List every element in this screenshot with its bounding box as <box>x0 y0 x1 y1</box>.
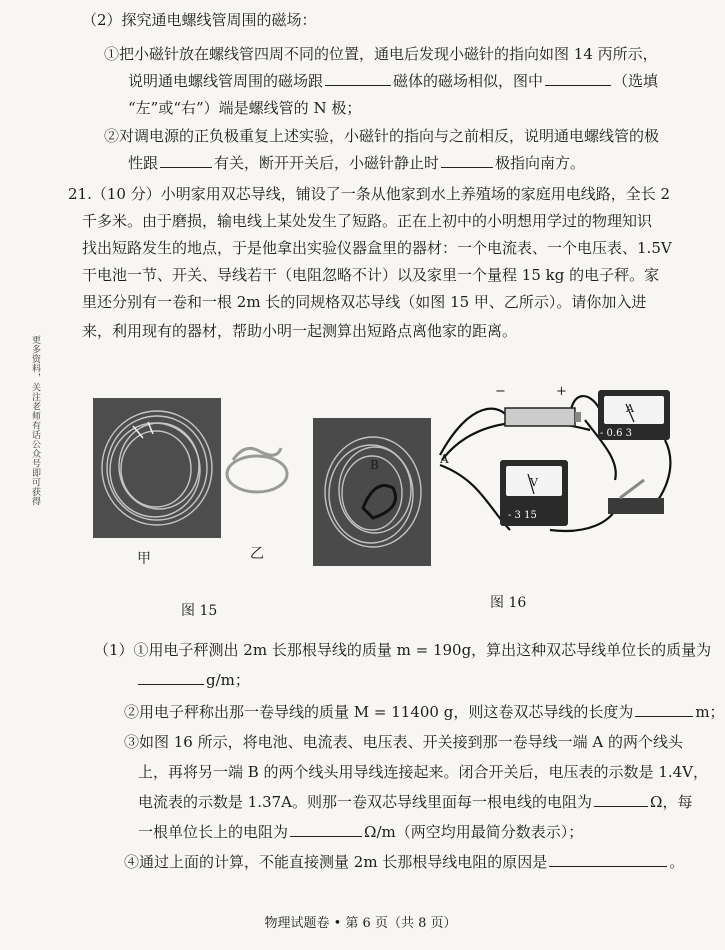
answer-blank[interactable] <box>325 71 391 86</box>
page-footer: 物理试题卷 • 第 6 页（共 8 页） <box>264 916 457 931</box>
q20-step1-text-c: （选填 <box>613 72 659 90</box>
ammeter-terminals: - 0.6 3 <box>600 428 633 439</box>
answer-blank[interactable] <box>549 852 667 867</box>
sub4-end: 。 <box>669 853 685 871</box>
q21-line2: 千多米。由于磨损，输电线上某处发生了短路。正在上初中的小明想用学过的物理知识 <box>82 212 653 230</box>
battery-negative-label: − <box>495 384 506 399</box>
sub3-unit-a: Ω，每 <box>650 793 693 811</box>
q21-line1: 21.（10 分）小明家用双芯导线，铺设了一条从他家到水上养殖场的家庭用电线路，全长 2 <box>68 185 671 203</box>
sub2-line <box>124 702 725 722</box>
q21-line6: 来，利用现有的器材，帮助小明一起测算出短路点离他家的距离。 <box>82 322 518 340</box>
figure-15-caption: 图 15 <box>181 603 218 619</box>
wire-coil-photo-jia <box>93 398 221 538</box>
figure-label-jia: 甲 <box>137 551 151 567</box>
sub2-text: ②用电子秤称出那一卷导线的质量 M = 11400 g，则这卷双芯导线的长度为 <box>124 703 634 721</box>
answer-blank[interactable] <box>594 792 648 807</box>
q20-step1-line2 <box>128 71 658 91</box>
sub1-answer-line <box>136 670 250 690</box>
sub3-line3 <box>138 792 692 812</box>
battery-positive-label: + <box>556 384 567 399</box>
answer-blank[interactable] <box>441 153 493 168</box>
label-a: A <box>440 452 449 466</box>
q20-step1-text-b: 磁体的磁场相似，图中 <box>393 72 544 90</box>
figure-16-caption: 图 16 <box>490 595 527 611</box>
q20-step2-line1: ②对调电源的正负极重复上述实验，小磁针的指向与之前相反，说明通电螺线管的极 <box>104 127 660 145</box>
q20-step2-text-b: 有关，断开开关后，小磁针静止时 <box>214 154 440 172</box>
q20-step1-line1: ①把小磁针放在螺线管四周不同的位置，通电后发现小磁针的指向如图 14 丙所示， <box>104 45 658 63</box>
q20-step2-text-c: 极指向南方。 <box>495 154 586 172</box>
sub3-line2: 上，再将另一端 B 的两个线头用导线连接起来。闭合开关后，电压表的示数是 1.4V， <box>138 763 709 781</box>
circuit-diagram <box>430 380 700 555</box>
figure-label-yi: 乙 <box>250 546 264 562</box>
answer-blank[interactable] <box>635 702 693 717</box>
short-wire-photo-yi <box>221 440 293 500</box>
q21-line4: 干电池一节、开关、导线若干（电阻忽略不计）以及家里一个量程 15 kg 的电子秤。家 <box>82 266 660 284</box>
q21-line5: 里还分别有一卷和一根 2m 长的同规格双芯导线（如图 15 甲、乙所示）。请你加入进 <box>82 293 647 311</box>
q20-step1-line3: “左”或“右”）端是螺线管的 N 极； <box>128 99 362 117</box>
sub3-line4 <box>138 822 583 842</box>
sub3-text-b: 一根单位长上的电阻为 <box>138 823 289 841</box>
answer-blank[interactable] <box>545 71 611 86</box>
battery <box>505 408 575 426</box>
q20-step2-text-a: 性跟 <box>128 154 159 172</box>
sub3-line1: ③如图 16 所示，将电池、电流表、电压表、开关接到那一卷导线一端 A 的两个线头 <box>124 733 683 751</box>
sub3-text-a: 电流表的示数是 1.37A。则那一卷双芯导线里面每一根电线的电阻为 <box>138 793 593 811</box>
answer-blank[interactable] <box>160 153 212 168</box>
voltmeter-letter: V <box>530 476 538 489</box>
voltmeter-terminals: - 3 15 <box>508 510 537 521</box>
ammeter-letter: A <box>626 402 634 415</box>
q20-step1-text-a: 说明通电螺线管周围的磁场跟 <box>128 72 324 90</box>
answer-blank[interactable] <box>138 670 204 685</box>
sub4-line <box>124 852 684 872</box>
side-note: 更多资料，关注老师有话公众号即可获得 <box>30 335 40 506</box>
label-b: B <box>370 458 379 472</box>
wire-coil-photo-fig16 <box>313 418 431 566</box>
answer-blank[interactable] <box>290 822 362 837</box>
q21-line3: 找出短路发生的地点，于是他拿出实验仪器盒里的器材：一个电流表、一个电压表、1.5V <box>82 239 672 257</box>
switch <box>608 480 664 514</box>
sub4-text: ④通过上面的计算，不能直接测量 2m 长那根导线电阻的原因是 <box>124 853 548 871</box>
q20-step2-line2 <box>128 153 585 173</box>
sub1-line: （1）①用电子秤测出 2m 长那根导线的质量 m = 190g，算出这种双芯导线单位长的质量为 <box>94 641 712 659</box>
sub1-unit: g/m； <box>206 671 250 689</box>
sub3-unit-b: Ω/m（两空均用最简分数表示）； <box>364 823 584 841</box>
q20-part2-heading: （2）探究通电螺线管周围的磁场： <box>82 11 317 29</box>
sub2-unit: m； <box>695 703 725 721</box>
